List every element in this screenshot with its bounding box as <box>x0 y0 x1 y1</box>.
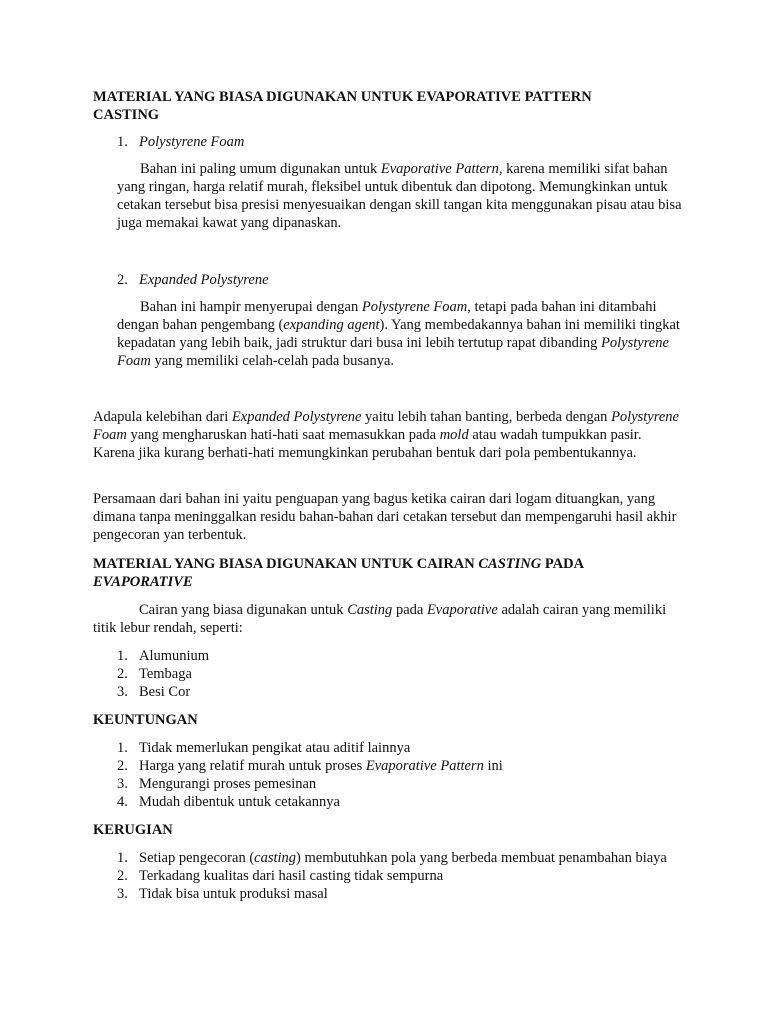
text-run: , karena memiliki sifat bahan yang ringan, harga relatif murah, fleksibel untuk dibentuk dan dipotong. Memungkinkan untuk cetakan tersebut bisa presisi menyesuaikan dengan skill tangan kita menggunakan pisau atau bisa juga memakai kawat yang dipanaskan. <box>117 161 682 231</box>
text-run: yang mengharuskan hati-hati saat memasukkan pada <box>126 427 440 443</box>
text-run-italic: mold <box>439 427 469 443</box>
list-number: 1. <box>117 850 128 866</box>
section-1-title: Polystyrene Foam <box>139 134 245 150</box>
list-item <box>93 665 683 683</box>
text-run: yang memiliki celah-celah pada busanya. <box>150 353 395 369</box>
text-run: , tetapi pada bahan ini ditambahi dengan bahan pengembang ( <box>117 299 657 333</box>
text-run-italic: CASTING <box>478 556 542 572</box>
text-run: Adapula kelebihan dari <box>93 409 232 425</box>
list-text: Tidak bisa untuk produksi masal <box>139 886 328 902</box>
list-text: Mudah dibentuk untuk cetakannya <box>139 794 340 810</box>
text-run-italic: expanding agent <box>283 317 380 333</box>
list-text: Tidak memerlukan pengikat atau aditif lainnya <box>139 740 411 756</box>
list-number: 2. <box>117 666 128 682</box>
list-item <box>93 867 683 885</box>
list-item <box>93 885 683 903</box>
list-text: Tembaga <box>139 666 192 682</box>
section-2-number: 2. <box>117 272 128 288</box>
list-number: 1. <box>117 740 128 756</box>
list-number: 3. <box>117 886 128 902</box>
text-run: Bahan ini hampir menyerupai dengan <box>140 299 362 315</box>
list-number: 1. <box>117 648 128 664</box>
text-run: ). Yang membedakannya bahan ini memiliki tingkat kepadatan yang lebih baik, jadi struktur dari busa ini lebih tertutup rapat dibanding <box>117 317 680 351</box>
text-run: Bahan ini paling umum digunakan untuk <box>140 161 381 177</box>
list-number: 3. <box>117 776 128 792</box>
text-run: PADA <box>541 556 585 572</box>
list-text: Alumunium <box>139 648 210 664</box>
list-item <box>93 793 683 811</box>
heading-line-1: MATERIAL YANG BIASA DIGUNAKAN UNTUK EVAPORATIVE PATTERN <box>93 89 592 105</box>
text-run: atau wadah tumpukkan pasir. Karena jika kurang berhati-hati memungkinkan perubahan bentuk dari pola pembentukannya. <box>93 427 642 461</box>
list-text: Besi Cor <box>139 684 191 700</box>
list-item <box>93 647 683 665</box>
list-text: Mengurangi proses pemesinan <box>139 776 317 792</box>
heading-kerugian: KERUGIAN <box>93 822 173 838</box>
list-item <box>93 757 683 775</box>
text-run: MATERIAL YANG BIASA DIGUNAKAN UNTUK CAIRAN <box>93 556 479 572</box>
text-run-italic: Polystyrene Foam <box>361 299 468 315</box>
list-number: 2. <box>117 758 128 774</box>
list-kerugian <box>93 849 683 903</box>
section-1-paragraph <box>117 160 683 232</box>
text-run-italic: Evaporative <box>426 602 498 618</box>
paragraph-kelebihan <box>93 408 683 462</box>
list-keuntungan <box>93 739 683 811</box>
list-number: 4. <box>117 794 128 810</box>
text-run: pada <box>392 602 427 618</box>
list-item <box>93 849 683 867</box>
heading-keuntungan: KEUNTUNGAN <box>93 712 198 728</box>
list-item <box>93 775 683 793</box>
list-item <box>93 683 683 701</box>
heading-material-evaporative-pattern <box>93 88 683 124</box>
list-text: ) membutuhkan pola yang berbeda membuat penambahan biaya <box>296 850 667 866</box>
text-run-italic: Casting <box>347 602 393 618</box>
list-text-italic: casting <box>254 850 297 866</box>
paragraph-persamaan: Persamaan dari bahan ini yaitu penguapan yang bagus ketika cairan dari logam dituangkan, yang dimana tanpa meninggalkan residu bahan-bahan dari cetakan tersebut dan mempengaruhi hasil akhir pengecoran yan terbentuk. <box>93 491 677 543</box>
text-run-italic: Evaporative Pattern <box>380 161 499 177</box>
section-2-paragraph <box>117 298 683 370</box>
text-run: Cairan yang biasa digunakan untuk <box>139 602 348 618</box>
text-run: adalah cairan yang memiliki titik lebur rendah, seperti: <box>93 602 667 636</box>
list-number: 3. <box>117 684 128 700</box>
list-text: Setiap pengecoran ( <box>139 850 255 866</box>
text-run-italic: Polystyrene Foam <box>117 335 669 369</box>
list-text: Terkadang kualitas dari hasil casting tidak sempurna <box>139 868 444 884</box>
list-text: Harga yang relatif murah untuk proses <box>139 758 366 774</box>
heading-line-2: CASTING <box>93 107 160 123</box>
section-2-title: Expanded Polystyrene <box>139 272 269 288</box>
list-item <box>93 739 683 757</box>
text-run: yaitu lebih tahan banting, berbeda dengan <box>361 409 612 425</box>
heading-material-cairan-casting <box>93 555 683 591</box>
text-run-italic: EVAPORATIVE <box>93 574 193 590</box>
text-run-italic: Expanded Polystyrene <box>231 409 362 425</box>
paragraph-cairan <box>93 601 683 637</box>
list-text: ini <box>483 758 503 774</box>
text-run-italic: Polystyrene Foam <box>93 409 679 443</box>
list-cairan <box>93 647 683 701</box>
list-text-italic: Evaporative Pattern <box>365 758 484 774</box>
list-number: 2. <box>117 868 128 884</box>
section-1-number: 1. <box>117 134 128 150</box>
